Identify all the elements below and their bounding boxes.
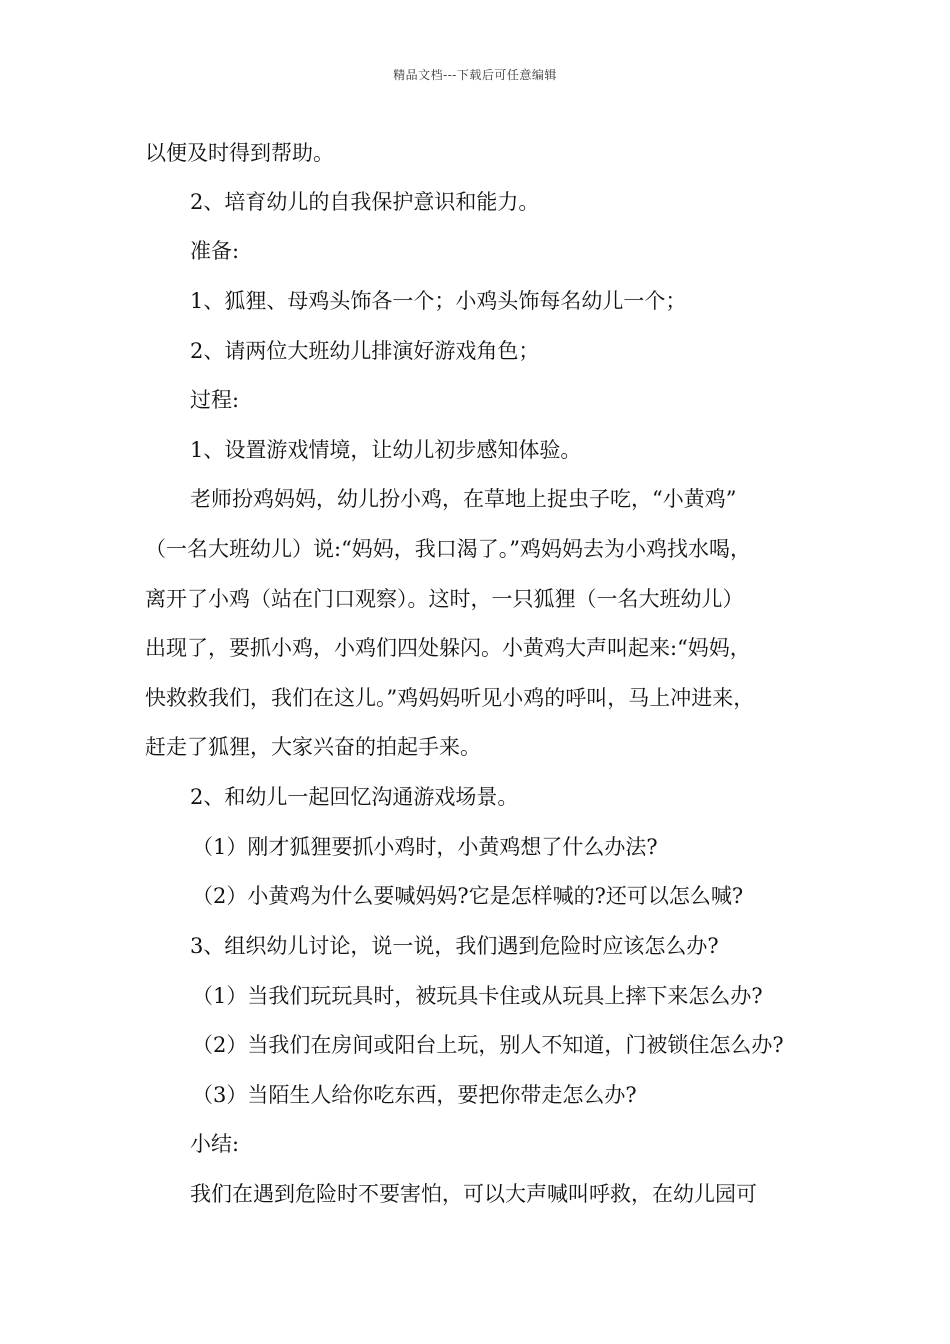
page-header: 精品文档---下载后可任意编辑 bbox=[393, 68, 557, 82]
body-line: 老师扮鸡妈妈，幼儿扮小鸡，在草地上捉虫子吃，“小黄鸡” bbox=[190, 487, 737, 511]
body-line: （1）当我们玩玩具时，被玩具卡住或从玩具上摔下来怎么办? bbox=[192, 984, 763, 1008]
body-line: 小结: bbox=[190, 1132, 240, 1156]
body-line: （一名大班幼儿）说:“妈妈，我口渴了。”鸡妈妈去为小鸡找水喝， bbox=[145, 537, 752, 561]
body-line: 快救救我们，我们在这儿。”鸡妈妈听见小鸡的呼叫，马上冲进来， bbox=[145, 686, 755, 710]
body-line: 以便及时得到帮助。 bbox=[145, 141, 334, 165]
body-line: 2、培育幼儿的自我保护意识和能力。 bbox=[190, 190, 540, 214]
body-line: 离开了小鸡（站在门口观察）。这时，一只狐狸（一名大班幼儿） bbox=[145, 587, 744, 611]
body-line: 出现了，要抓小鸡，小鸡们四处躲闪。小黄鸡大声叫起来:“妈妈， bbox=[145, 636, 751, 660]
body-line: 3、组织幼儿讨论，说一说，我们遇到危险时应该怎么办? bbox=[190, 934, 719, 958]
body-line: （3）当陌生人给你吃东西，要把你带走怎么办? bbox=[192, 1083, 637, 1107]
body-line: 准备: bbox=[190, 239, 240, 263]
body-line: 1、狐狸、母鸡头饰各一个；小鸡头饰每名幼儿一个； bbox=[190, 289, 687, 313]
body-line: （2）小黄鸡为什么要喊妈妈?它是怎样喊的?还可以怎么喊? bbox=[192, 884, 744, 908]
body-line: 2、和幼儿一起回忆沟通游戏场景。 bbox=[190, 785, 519, 809]
body-line: 2、请两位大班幼儿排演好游戏角色； bbox=[190, 339, 540, 363]
body-line: （1）刚才狐狸要抓小鸡时，小黄鸡想了什么办法? bbox=[192, 835, 658, 859]
body-line: 1、设置游戏情境，让幼儿初步感知体验。 bbox=[190, 438, 582, 462]
body-line: 我们在遇到危险时不要害怕，可以大声喊叫呼救，在幼儿园可 bbox=[190, 1182, 757, 1206]
body-line: 赶走了狐狸，大家兴奋的拍起手来。 bbox=[145, 735, 481, 759]
body-line: （2）当我们在房间或阳台上玩，别人不知道，门被锁住怎么办? bbox=[192, 1033, 784, 1057]
body-line: 过程: bbox=[190, 388, 240, 412]
